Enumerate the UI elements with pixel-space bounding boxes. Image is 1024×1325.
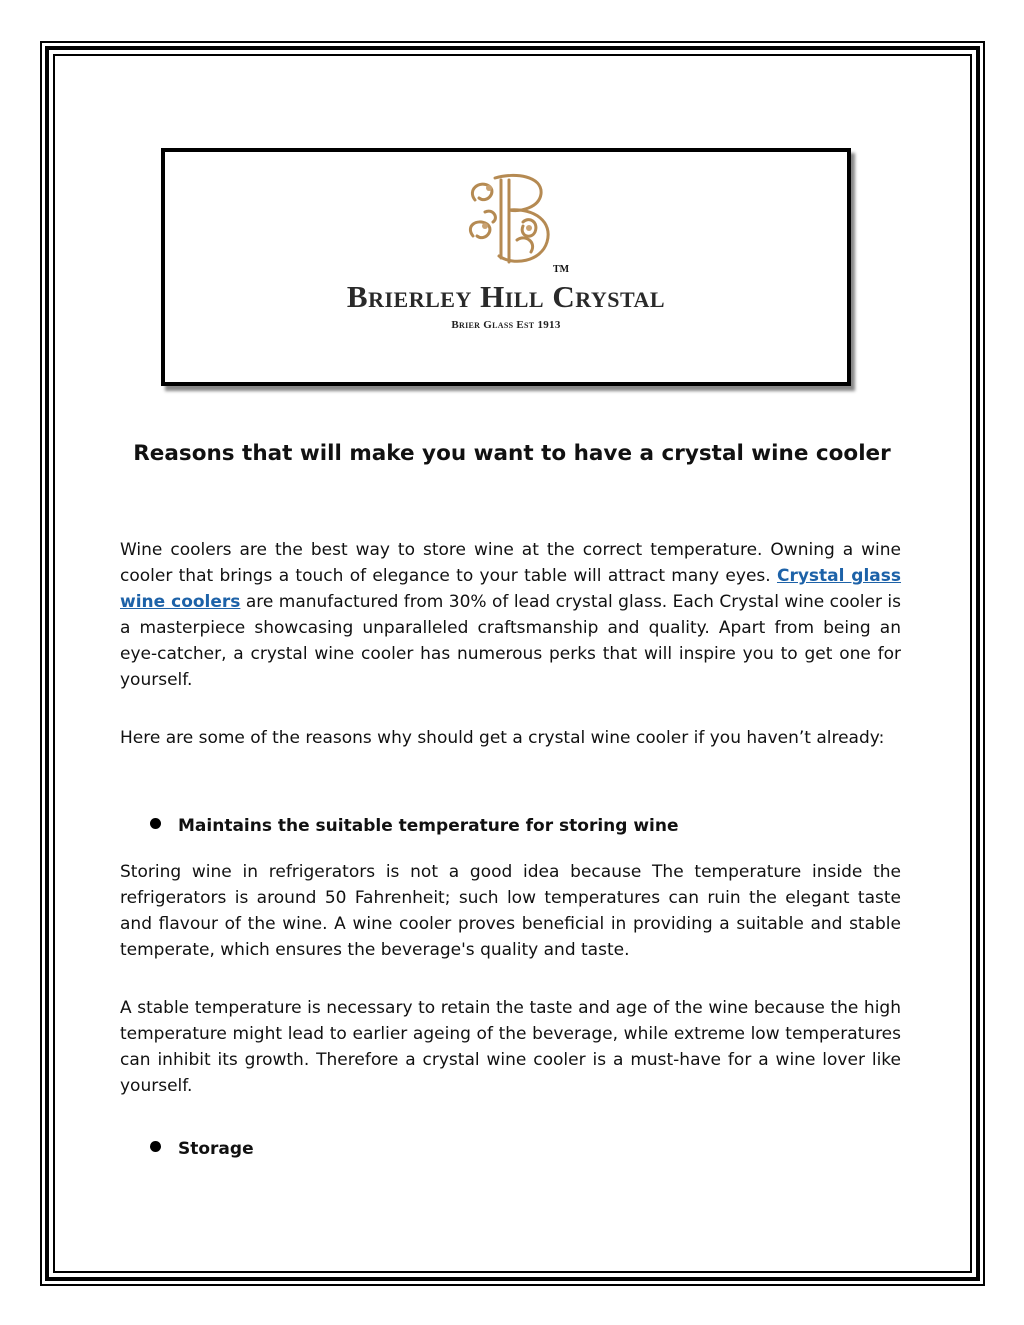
reasons-intro-paragraph: Here are some of the reasons why should get a crystal wine cooler if you haven’t already: (120, 728, 885, 748)
bullet-item-storage (150, 1137, 254, 1161)
crystal-glass-wine-coolers-link[interactable]: Crystal glass wine coolers (120, 566, 902, 612)
intro-text-start: Wine coolers are the best way to store wine at the correct temperature. Owning a wine cooler that brings a touch of elegance to your table will attract many eyes. (120, 540, 901, 586)
bullet-icon (150, 818, 161, 829)
bullet-heading: Storage (178, 1139, 254, 1159)
bullet-icon (150, 1141, 161, 1152)
trademark-label: TM (553, 264, 570, 275)
intro-paragraph (120, 537, 901, 693)
intro-text-end: are manufactured from 30% of lead crystal glass. Each Crystal wine cooler is a masterpiece showcasing unparalleled craftsmanship and quality. Apart from being an eye-catcher, a crystal wine cooler has numerous perks that will inspire you to get one for yourself. (120, 592, 901, 690)
monogram-b-icon (465, 170, 561, 272)
bullet-item-temperature (150, 814, 679, 838)
bullet-heading: Maintains the suitable temperature for storing wine (178, 816, 679, 836)
brand-tagline: Brier Glass Est 1913 (451, 319, 561, 331)
stable-temperature-paragraph: A stable temperature is necessary to retain the taste and age of the wine because the high temperature might lead to earlier ageing of the beverage, while extreme low temperatures can inhibit its growth. Therefore a crystal wine cooler is a must-have for a wine lover like yourself. (120, 998, 901, 1096)
temperature-paragraph: Storing wine in refrigerators is not a good idea because The temperature inside the refrigerators is around 50 Fahrenheit; such low temperatures can ruin the elegant taste and flavour of the wine. A wine cooler proves beneficial in providing a suitable and stable temperate, which ensures the beverage's quality and taste. (120, 862, 901, 960)
brand-name: Brierley Hill Crystal (346, 279, 666, 314)
logo-banner (161, 148, 851, 386)
page-title: Reasons that will make you want to have a crystal wine cooler (133, 441, 891, 466)
